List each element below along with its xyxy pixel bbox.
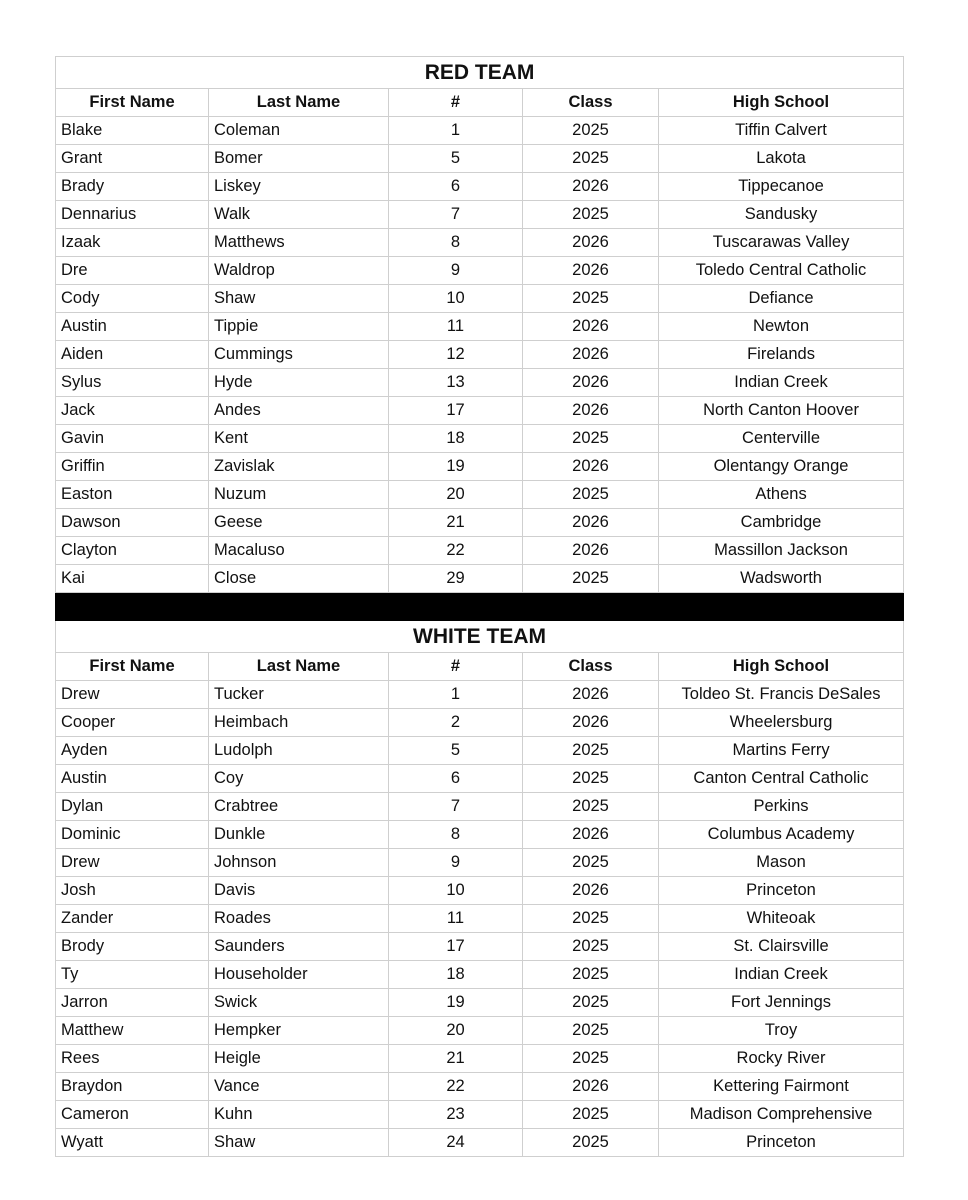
table-row	[56, 737, 904, 765]
cell-first-name: Drew	[56, 849, 209, 877]
roster-sheet	[55, 56, 904, 1157]
cell-last-name: Shaw	[209, 285, 389, 313]
cell-high-school: Perkins	[659, 793, 904, 821]
table-row	[56, 173, 904, 201]
cell-number: 8	[389, 821, 523, 849]
table-row	[56, 369, 904, 397]
cell-last-name: Saunders	[209, 933, 389, 961]
white-team-title: WHITE TEAM	[56, 621, 904, 653]
cell-first-name: Clayton	[56, 537, 209, 565]
cell-number: 7	[389, 793, 523, 821]
table-row	[56, 509, 904, 537]
cell-first-name: Sylus	[56, 369, 209, 397]
cell-last-name: Dunkle	[209, 821, 389, 849]
cell-first-name: Cody	[56, 285, 209, 313]
cell-last-name: Zavislak	[209, 453, 389, 481]
cell-last-name: Matthews	[209, 229, 389, 257]
table-row	[56, 145, 904, 173]
cell-high-school: Defiance	[659, 285, 904, 313]
cell-first-name: Braydon	[56, 1073, 209, 1101]
cell-high-school: Toledo Central Catholic	[659, 257, 904, 285]
divider-bar	[56, 593, 904, 621]
cell-high-school: Princeton	[659, 1129, 904, 1157]
section-divider	[56, 593, 904, 621]
table-row	[56, 849, 904, 877]
cell-last-name: Tucker	[209, 681, 389, 709]
cell-last-name: Ludolph	[209, 737, 389, 765]
table-row	[56, 1129, 904, 1157]
table-row	[56, 709, 904, 737]
cell-first-name: Ayden	[56, 737, 209, 765]
cell-class: 2025	[523, 905, 659, 933]
cell-class: 2025	[523, 737, 659, 765]
cell-high-school: Whiteoak	[659, 905, 904, 933]
cell-last-name: Kuhn	[209, 1101, 389, 1129]
red-team-title-row	[56, 57, 904, 89]
cell-number: 18	[389, 961, 523, 989]
cell-class: 2026	[523, 453, 659, 481]
cell-first-name: Kai	[56, 565, 209, 593]
cell-last-name: Liskey	[209, 173, 389, 201]
cell-last-name: Geese	[209, 509, 389, 537]
cell-high-school: North Canton Hoover	[659, 397, 904, 425]
cell-high-school: Sandusky	[659, 201, 904, 229]
table-row	[56, 229, 904, 257]
table-row	[56, 453, 904, 481]
cell-first-name: Austin	[56, 313, 209, 341]
table-row	[56, 481, 904, 509]
cell-last-name: Waldrop	[209, 257, 389, 285]
column-header-last-name: Last Name	[209, 653, 389, 681]
cell-class: 2026	[523, 877, 659, 905]
cell-class: 2026	[523, 681, 659, 709]
cell-first-name: Dawson	[56, 509, 209, 537]
cell-class: 2026	[523, 709, 659, 737]
table-row	[56, 877, 904, 905]
cell-last-name: Swick	[209, 989, 389, 1017]
cell-high-school: Rocky River	[659, 1045, 904, 1073]
cell-number: 1	[389, 117, 523, 145]
cell-number: 8	[389, 229, 523, 257]
cell-high-school: St. Clairsville	[659, 933, 904, 961]
cell-last-name: Roades	[209, 905, 389, 933]
cell-class: 2026	[523, 821, 659, 849]
table-row	[56, 285, 904, 313]
cell-high-school: Toldeo St. Francis DeSales	[659, 681, 904, 709]
cell-high-school: Columbus Academy	[659, 821, 904, 849]
cell-number: 21	[389, 1045, 523, 1073]
cell-class: 2025	[523, 793, 659, 821]
cell-high-school: Mason	[659, 849, 904, 877]
table-row	[56, 117, 904, 145]
cell-last-name: Householder	[209, 961, 389, 989]
cell-high-school: Indian Creek	[659, 961, 904, 989]
cell-last-name: Vance	[209, 1073, 389, 1101]
cell-number: 29	[389, 565, 523, 593]
cell-high-school: Wheelersburg	[659, 709, 904, 737]
cell-last-name: Kent	[209, 425, 389, 453]
cell-class: 2025	[523, 117, 659, 145]
table-row	[56, 565, 904, 593]
cell-first-name: Rees	[56, 1045, 209, 1073]
cell-number: 20	[389, 1017, 523, 1045]
cell-number: 19	[389, 453, 523, 481]
column-header-number: #	[389, 653, 523, 681]
cell-first-name: Dylan	[56, 793, 209, 821]
cell-number: 17	[389, 397, 523, 425]
table-row	[56, 313, 904, 341]
column-header-number: #	[389, 89, 523, 117]
cell-number: 5	[389, 145, 523, 173]
cell-high-school: Newton	[659, 313, 904, 341]
cell-high-school: Wadsworth	[659, 565, 904, 593]
cell-last-name: Heimbach	[209, 709, 389, 737]
cell-high-school: Athens	[659, 481, 904, 509]
table-row	[56, 341, 904, 369]
cell-class: 2026	[523, 229, 659, 257]
cell-first-name: Grant	[56, 145, 209, 173]
cell-high-school: Massillon Jackson	[659, 537, 904, 565]
cell-high-school: Fort Jennings	[659, 989, 904, 1017]
cell-class: 2026	[523, 537, 659, 565]
cell-high-school: Cambridge	[659, 509, 904, 537]
table-row	[56, 765, 904, 793]
cell-first-name: Josh	[56, 877, 209, 905]
cell-class: 2026	[523, 341, 659, 369]
cell-class: 2025	[523, 1129, 659, 1157]
cell-number: 13	[389, 369, 523, 397]
cell-class: 2025	[523, 849, 659, 877]
column-header-high-school: High School	[659, 653, 904, 681]
cell-class: 2026	[523, 509, 659, 537]
cell-high-school: Princeton	[659, 877, 904, 905]
cell-last-name: Crabtree	[209, 793, 389, 821]
cell-number: 9	[389, 849, 523, 877]
cell-high-school: Troy	[659, 1017, 904, 1045]
cell-first-name: Jack	[56, 397, 209, 425]
cell-number: 9	[389, 257, 523, 285]
table-row	[56, 905, 904, 933]
cell-last-name: Bomer	[209, 145, 389, 173]
cell-class: 2025	[523, 1017, 659, 1045]
cell-first-name: Matthew	[56, 1017, 209, 1045]
column-header-class: Class	[523, 653, 659, 681]
table-row	[56, 397, 904, 425]
cell-first-name: Izaak	[56, 229, 209, 257]
column-header-last-name: Last Name	[209, 89, 389, 117]
cell-high-school: Tiffin Calvert	[659, 117, 904, 145]
table-row	[56, 201, 904, 229]
cell-class: 2025	[523, 1045, 659, 1073]
cell-number: 7	[389, 201, 523, 229]
cell-number: 24	[389, 1129, 523, 1157]
cell-class: 2026	[523, 369, 659, 397]
cell-high-school: Martins Ferry	[659, 737, 904, 765]
cell-high-school: Tippecanoe	[659, 173, 904, 201]
cell-class: 2025	[523, 481, 659, 509]
cell-number: 22	[389, 537, 523, 565]
cell-last-name: Shaw	[209, 1129, 389, 1157]
cell-first-name: Zander	[56, 905, 209, 933]
cell-high-school: Firelands	[659, 341, 904, 369]
cell-high-school: Indian Creek	[659, 369, 904, 397]
table-row	[56, 537, 904, 565]
table-row	[56, 933, 904, 961]
white-team-title-row	[56, 621, 904, 653]
cell-first-name: Wyatt	[56, 1129, 209, 1157]
cell-class: 2025	[523, 201, 659, 229]
cell-number: 21	[389, 509, 523, 537]
cell-last-name: Walk	[209, 201, 389, 229]
cell-last-name: Coy	[209, 765, 389, 793]
cell-number: 20	[389, 481, 523, 509]
cell-class: 2025	[523, 765, 659, 793]
cell-first-name: Jarron	[56, 989, 209, 1017]
cell-number: 22	[389, 1073, 523, 1101]
cell-last-name: Andes	[209, 397, 389, 425]
table-row	[56, 1017, 904, 1045]
cell-number: 17	[389, 933, 523, 961]
cell-number: 2	[389, 709, 523, 737]
cell-number: 6	[389, 173, 523, 201]
table-row	[56, 821, 904, 849]
table-row	[56, 793, 904, 821]
cell-first-name: Ty	[56, 961, 209, 989]
cell-last-name: Davis	[209, 877, 389, 905]
cell-class: 2025	[523, 933, 659, 961]
cell-number: 11	[389, 313, 523, 341]
table-row	[56, 257, 904, 285]
cell-number: 5	[389, 737, 523, 765]
cell-class: 2025	[523, 565, 659, 593]
cell-last-name: Coleman	[209, 117, 389, 145]
table-row	[56, 1101, 904, 1129]
cell-high-school: Canton Central Catholic	[659, 765, 904, 793]
white-team-header-row	[56, 653, 904, 681]
cell-first-name: Dre	[56, 257, 209, 285]
cell-class: 2025	[523, 425, 659, 453]
red-team-title: RED TEAM	[56, 57, 904, 89]
cell-first-name: Drew	[56, 681, 209, 709]
column-header-high-school: High School	[659, 89, 904, 117]
cell-last-name: Tippie	[209, 313, 389, 341]
cell-class: 2025	[523, 285, 659, 313]
cell-last-name: Hempker	[209, 1017, 389, 1045]
cell-class: 2026	[523, 173, 659, 201]
cell-number: 12	[389, 341, 523, 369]
table-row	[56, 989, 904, 1017]
cell-first-name: Easton	[56, 481, 209, 509]
cell-last-name: Close	[209, 565, 389, 593]
table-row	[56, 1045, 904, 1073]
cell-first-name: Gavin	[56, 425, 209, 453]
cell-high-school: Madison Comprehensive	[659, 1101, 904, 1129]
table-row	[56, 1073, 904, 1101]
cell-class: 2025	[523, 145, 659, 173]
cell-class: 2026	[523, 397, 659, 425]
cell-first-name: Brody	[56, 933, 209, 961]
cell-first-name: Cooper	[56, 709, 209, 737]
cell-number: 1	[389, 681, 523, 709]
cell-high-school: Centerville	[659, 425, 904, 453]
cell-last-name: Nuzum	[209, 481, 389, 509]
cell-high-school: Kettering Fairmont	[659, 1073, 904, 1101]
cell-first-name: Dennarius	[56, 201, 209, 229]
cell-first-name: Aiden	[56, 341, 209, 369]
cell-last-name: Cummings	[209, 341, 389, 369]
column-header-first-name: First Name	[56, 89, 209, 117]
cell-first-name: Brady	[56, 173, 209, 201]
table-row	[56, 681, 904, 709]
cell-last-name: Heigle	[209, 1045, 389, 1073]
cell-number: 11	[389, 905, 523, 933]
red-team-header-row	[56, 89, 904, 117]
cell-number: 6	[389, 765, 523, 793]
cell-last-name: Johnson	[209, 849, 389, 877]
cell-high-school: Tuscarawas Valley	[659, 229, 904, 257]
cell-class: 2026	[523, 313, 659, 341]
cell-class: 2025	[523, 961, 659, 989]
table-row	[56, 961, 904, 989]
cell-number: 10	[389, 285, 523, 313]
cell-first-name: Austin	[56, 765, 209, 793]
cell-number: 10	[389, 877, 523, 905]
cell-class: 2026	[523, 257, 659, 285]
cell-class: 2025	[523, 989, 659, 1017]
cell-last-name: Macaluso	[209, 537, 389, 565]
cell-number: 23	[389, 1101, 523, 1129]
cell-first-name: Blake	[56, 117, 209, 145]
cell-first-name: Griffin	[56, 453, 209, 481]
cell-number: 18	[389, 425, 523, 453]
cell-last-name: Hyde	[209, 369, 389, 397]
cell-high-school: Lakota	[659, 145, 904, 173]
cell-class: 2025	[523, 1101, 659, 1129]
cell-first-name: Dominic	[56, 821, 209, 849]
cell-class: 2026	[523, 1073, 659, 1101]
column-header-first-name: First Name	[56, 653, 209, 681]
table-row	[56, 425, 904, 453]
cell-high-school: Olentangy Orange	[659, 453, 904, 481]
cell-number: 19	[389, 989, 523, 1017]
cell-first-name: Cameron	[56, 1101, 209, 1129]
column-header-class: Class	[523, 89, 659, 117]
